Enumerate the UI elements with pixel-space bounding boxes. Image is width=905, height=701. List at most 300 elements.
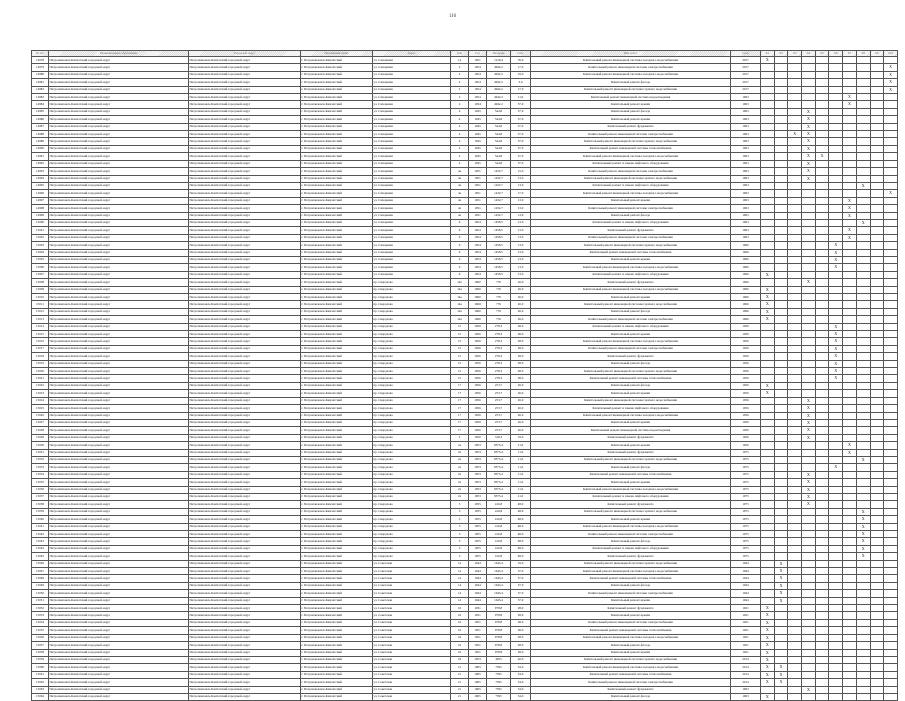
flag-cell bbox=[774, 397, 788, 404]
house-cell: 19 bbox=[451, 656, 469, 663]
check-mark: X bbox=[861, 523, 865, 529]
flag-cell bbox=[843, 182, 857, 189]
flag-cell bbox=[774, 627, 788, 634]
house-cell: 14 bbox=[451, 582, 469, 589]
flag-cell bbox=[870, 427, 884, 434]
flag-cell bbox=[884, 575, 898, 582]
flag-cell bbox=[843, 145, 857, 152]
district-cell: Петропавловск-Камчатский городской округ bbox=[189, 442, 301, 449]
city-cell: г. Петропавловск-Камчатский bbox=[301, 619, 373, 626]
house-cell: 16 bbox=[451, 619, 469, 626]
city-cell: г. Петропавловск-Камчатский bbox=[301, 486, 373, 493]
flag-cell bbox=[884, 553, 898, 560]
flag-cell bbox=[884, 390, 898, 397]
city-cell: г. Петропавловск-Камчатский bbox=[301, 419, 373, 426]
row-number: 15049 bbox=[32, 582, 49, 589]
flag-cell bbox=[856, 197, 870, 204]
house-cell: 14 bbox=[451, 560, 469, 567]
sum-cell: 26,0 bbox=[511, 301, 531, 308]
flag-cell bbox=[870, 449, 884, 456]
check-mark: X bbox=[779, 575, 783, 581]
municipality-cell: Петропавловск-Камчатский городской округ bbox=[49, 182, 189, 189]
flag-cell bbox=[870, 679, 884, 686]
sum-cell: 54,0 bbox=[511, 686, 531, 693]
flag-cell bbox=[788, 338, 802, 345]
flag-cell bbox=[774, 353, 788, 360]
flag-cell bbox=[856, 390, 870, 397]
street-cell: пр. Свердлова bbox=[373, 345, 451, 352]
work-type-cell: Капитальный ремонт инженерной системы электроснабжения bbox=[531, 531, 731, 538]
flag-cell bbox=[788, 316, 802, 323]
flag-cell bbox=[774, 545, 788, 552]
work-type-cell: Капитальный ремонт фасада bbox=[531, 108, 731, 115]
row-number: 15052 bbox=[32, 605, 49, 612]
flag-cell bbox=[774, 338, 788, 345]
flag-cell bbox=[856, 590, 870, 597]
flag-cell bbox=[843, 108, 857, 115]
flag-cell bbox=[829, 693, 843, 700]
district-cell: Петропавловск-Камчатский городской округ bbox=[189, 412, 301, 419]
work-type-cell: Капитальный ремонт крыши bbox=[531, 479, 731, 486]
flag-cell bbox=[856, 568, 870, 575]
flag-cell bbox=[843, 123, 857, 130]
term-cell: 1966 bbox=[731, 316, 761, 323]
flag-cell bbox=[856, 582, 870, 589]
flag-cell bbox=[761, 242, 775, 249]
flag-cell bbox=[870, 138, 884, 145]
street-cell: ул. Советская bbox=[373, 612, 451, 619]
flag-cell bbox=[761, 486, 775, 493]
district-cell: Петропавловск-Камчатский городской округ bbox=[189, 160, 301, 167]
flag-cell bbox=[774, 316, 788, 323]
flag-cell bbox=[856, 294, 870, 301]
flag-cell bbox=[829, 523, 843, 530]
sum-cell: 11,0 bbox=[511, 442, 531, 449]
flag-cell bbox=[884, 108, 898, 115]
year-cell: 1965 bbox=[469, 693, 487, 700]
flag-cell bbox=[788, 368, 802, 375]
work-type-cell: Капитальный ремонт инженерной системы теплоснабжения bbox=[531, 471, 731, 478]
area-cell: 8575,4 bbox=[487, 486, 511, 493]
municipality-cell: Петропавловск-Камчатский городской округ bbox=[49, 508, 189, 515]
city-cell: г. Петропавловск-Камчатский bbox=[301, 375, 373, 382]
flag-cell bbox=[774, 368, 788, 375]
municipality-cell: Петропавловск-Камчатский городской округ bbox=[49, 686, 189, 693]
flag-cell bbox=[870, 605, 884, 612]
table-row bbox=[32, 375, 898, 382]
municipality-cell: Петропавловск-Камчатский городской округ bbox=[49, 479, 189, 486]
flag-cell bbox=[788, 671, 802, 678]
house-cell: 4 bbox=[451, 131, 469, 138]
flag-cell bbox=[829, 86, 843, 93]
flag-cell bbox=[788, 353, 802, 360]
column-header: Населённый пункт bbox=[301, 51, 373, 57]
term-cell: 1963 bbox=[731, 182, 761, 189]
flag-cell bbox=[856, 479, 870, 486]
table-row bbox=[32, 493, 898, 500]
flag-cell bbox=[774, 108, 788, 115]
flag-cell bbox=[884, 294, 898, 301]
flag-cell bbox=[815, 597, 829, 604]
flag-cell bbox=[843, 486, 857, 493]
flag-cell bbox=[761, 79, 775, 86]
table-row bbox=[32, 545, 898, 552]
city-cell: г. Петропавловск-Камчатский bbox=[301, 471, 373, 478]
city-cell: г. Петропавловск-Камчатский bbox=[301, 523, 373, 530]
street-cell: ул. Советская bbox=[373, 605, 451, 612]
term-cell: 1956 bbox=[731, 419, 761, 426]
municipality-cell: Петропавловск-Камчатский городской округ bbox=[49, 108, 189, 115]
flag-cell bbox=[802, 249, 816, 256]
city-cell: г. Петропавловск-Камчатский bbox=[301, 256, 373, 263]
flag-cell bbox=[870, 308, 884, 315]
flag-cell bbox=[788, 205, 802, 212]
flag-cell bbox=[856, 597, 870, 604]
flag-cell bbox=[829, 116, 843, 123]
flag-cell bbox=[856, 212, 870, 219]
district-cell: Петропавловск-Камчатский городской округ bbox=[189, 501, 301, 508]
house-cell: 14а bbox=[451, 316, 469, 323]
flag-cell bbox=[829, 368, 843, 375]
flag-cell bbox=[802, 71, 816, 78]
house-cell: 4 bbox=[451, 145, 469, 152]
flag-cell bbox=[802, 397, 816, 404]
municipality-cell: Петропавловск-Камчатский городской округ bbox=[49, 501, 189, 508]
flag-cell bbox=[774, 308, 788, 315]
flag-cell bbox=[761, 390, 775, 397]
district-cell: Петропавловск-Камчатский городской округ bbox=[189, 353, 301, 360]
city-cell: г. Петропавловск-Камчатский bbox=[301, 553, 373, 560]
flag-cell bbox=[829, 538, 843, 545]
flag-cell bbox=[761, 375, 775, 382]
flag-cell bbox=[788, 294, 802, 301]
term-cell: 1966 bbox=[731, 249, 761, 256]
flag-cell bbox=[815, 175, 829, 182]
year-cell: 1955 bbox=[469, 531, 487, 538]
flag-cell bbox=[761, 145, 775, 152]
municipality-cell: Петропавловск-Камчатский городской округ bbox=[49, 219, 189, 226]
area-cell: 4942,2 bbox=[487, 71, 511, 78]
house-cell: 6 bbox=[451, 264, 469, 271]
flag-cell bbox=[774, 471, 788, 478]
area-cell: 4942,2 bbox=[487, 64, 511, 71]
flag-cell bbox=[856, 397, 870, 404]
flag-cell bbox=[815, 545, 829, 552]
check-mark: X bbox=[765, 605, 769, 611]
check-mark: X bbox=[848, 449, 851, 455]
flag-cell bbox=[774, 612, 788, 619]
district-cell: Петропавловск-Камчатский городской округ bbox=[189, 368, 301, 375]
row-number: 15025 bbox=[32, 405, 49, 412]
row-number: 14995 bbox=[32, 182, 49, 189]
table-row bbox=[32, 94, 898, 101]
check-mark: X bbox=[765, 294, 769, 299]
flag-cell bbox=[802, 419, 816, 426]
flag-cell bbox=[761, 160, 775, 167]
area-cell: 278,3 bbox=[487, 345, 511, 352]
flag-cell bbox=[802, 390, 816, 397]
table-row bbox=[32, 486, 898, 493]
table-row bbox=[32, 479, 898, 486]
flag-cell bbox=[802, 190, 816, 197]
house-cell: 4а bbox=[451, 205, 469, 212]
flag-cell bbox=[829, 234, 843, 241]
house-cell: 2а bbox=[451, 486, 469, 493]
area-cell: 1432,7 bbox=[487, 182, 511, 189]
house-cell: 2а bbox=[451, 449, 469, 456]
flag-cell bbox=[884, 131, 898, 138]
year-cell: 1951 bbox=[469, 642, 487, 649]
area-cell: 1432,7 bbox=[487, 190, 511, 197]
flag-cell bbox=[884, 464, 898, 471]
flag-cell bbox=[802, 442, 816, 449]
city-cell: г. Петропавловск-Камчатский bbox=[301, 634, 373, 641]
term-cell: 1921 bbox=[731, 642, 761, 649]
flag-cell bbox=[856, 108, 870, 115]
flag-cell bbox=[774, 286, 788, 293]
flag-cell bbox=[870, 175, 884, 182]
year-cell: 1951 bbox=[469, 627, 487, 634]
term-cell: 1963 bbox=[731, 153, 761, 160]
year-cell: 1951 bbox=[469, 212, 487, 219]
flag-cell bbox=[843, 516, 857, 523]
row-number: 15000 bbox=[32, 219, 49, 226]
flag-cell bbox=[774, 86, 788, 93]
city-cell: г. Петропавловск-Камчатский bbox=[301, 168, 373, 175]
year-cell: 1955 bbox=[469, 545, 487, 552]
work-type-cell: Капитальный ремонт крыши bbox=[531, 649, 731, 656]
street-cell: ул. Сапоркина bbox=[373, 219, 451, 226]
area-cell: 416,8 bbox=[487, 501, 511, 508]
flag-cell bbox=[829, 545, 843, 552]
house-cell: 15 bbox=[451, 360, 469, 367]
area-cell: 978,8 bbox=[487, 612, 511, 619]
flag-cell bbox=[774, 456, 788, 463]
flag-cell bbox=[884, 219, 898, 226]
table-row bbox=[32, 323, 898, 330]
flag-cell bbox=[774, 523, 788, 530]
work-type-cell: Капитальный ремонт крыши bbox=[531, 597, 731, 604]
flag-cell bbox=[774, 679, 788, 686]
table-row bbox=[32, 390, 898, 397]
flag-cell bbox=[870, 560, 884, 567]
work-type-cell: Капитальный ремонт инженерной системы холодного водоснабжения bbox=[531, 71, 731, 78]
row-number: 15055 bbox=[32, 627, 49, 634]
district-cell: Петропавловск-Камчатский городской округ bbox=[189, 227, 301, 234]
table-row bbox=[32, 234, 898, 241]
flag-cell bbox=[870, 256, 884, 263]
district-cell: Петропавловск-Камчатский городской округ bbox=[189, 434, 301, 441]
check-mark: X bbox=[806, 397, 810, 403]
column-header: Площадь bbox=[487, 51, 511, 57]
area-cell: 253,7 bbox=[487, 382, 511, 389]
table-row bbox=[32, 301, 898, 308]
check-mark: X bbox=[834, 249, 838, 255]
table-row bbox=[32, 294, 898, 301]
area-cell: 978,8 bbox=[487, 605, 511, 612]
sum-cell: 11,0 bbox=[511, 479, 531, 486]
column-header: Городской округ bbox=[189, 51, 301, 57]
district-cell: Петропавловск-Камчатский городской округ bbox=[189, 57, 301, 64]
flag-cell bbox=[856, 234, 870, 241]
district-cell: Петропавловск-Камчатский городской округ bbox=[189, 531, 301, 538]
flag-cell bbox=[761, 619, 775, 626]
check-mark: X bbox=[765, 679, 769, 685]
street-cell: ул. Сапоркина bbox=[373, 123, 451, 130]
municipality-cell: Петропавловск-Камчатский городской округ bbox=[49, 205, 189, 212]
flag-cell bbox=[774, 693, 788, 700]
district-cell: Петропавловск-Камчатский городской округ bbox=[189, 582, 301, 589]
area-cell: 278,3 bbox=[487, 338, 511, 345]
flag-cell bbox=[856, 264, 870, 271]
flag-cell bbox=[788, 693, 802, 700]
flag-cell bbox=[761, 516, 775, 523]
flag-cell bbox=[829, 316, 843, 323]
flag-cell bbox=[884, 612, 898, 619]
flag-cell bbox=[870, 649, 884, 656]
row-number: 15022 bbox=[32, 382, 49, 389]
row-number: 15040 bbox=[32, 516, 49, 523]
row-number: 15059 bbox=[32, 656, 49, 663]
flag-cell bbox=[802, 271, 816, 278]
column-header: X10 bbox=[884, 51, 898, 57]
flag-cell bbox=[774, 568, 788, 575]
district-cell: Петропавловск-Камчатский городской округ bbox=[189, 605, 301, 612]
row-number: 14999 bbox=[32, 212, 49, 219]
flag-cell bbox=[761, 256, 775, 263]
check-mark: X bbox=[779, 568, 783, 574]
street-cell: ул. Советская bbox=[373, 590, 451, 597]
flag-cell bbox=[761, 71, 775, 78]
flag-cell bbox=[870, 693, 884, 700]
check-mark: X bbox=[806, 116, 810, 122]
city-cell: г. Петропавловск-Камчатский bbox=[301, 412, 373, 419]
flag-cell bbox=[829, 619, 843, 626]
flag-cell bbox=[856, 256, 870, 263]
flag-cell bbox=[815, 145, 829, 152]
work-type-cell: Капитальный ремонт фундамента bbox=[531, 605, 731, 612]
street-cell: ул. Сапоркина bbox=[373, 182, 451, 189]
flag-cell bbox=[870, 64, 884, 71]
flag-cell bbox=[815, 412, 829, 419]
sum-cell: 28,0 bbox=[511, 375, 531, 382]
sum-cell: 11,0 bbox=[511, 486, 531, 493]
area-cell: 1458,5 bbox=[487, 242, 511, 249]
area-cell: 4942,2 bbox=[487, 86, 511, 93]
flag-cell bbox=[856, 523, 870, 530]
flag-cell bbox=[829, 427, 843, 434]
sum-cell: 11,0 bbox=[511, 449, 531, 456]
city-cell: г. Петропавловск-Камчатский bbox=[301, 271, 373, 278]
flag-cell bbox=[843, 234, 857, 241]
street-cell: пр. Свердлова bbox=[373, 301, 451, 308]
row-number: 15002 bbox=[32, 234, 49, 241]
district-cell: Петропавловск-Камчатский городской округ bbox=[189, 86, 301, 93]
flag-cell bbox=[788, 397, 802, 404]
check-mark: X bbox=[861, 456, 865, 462]
sum-cell: 13,0 bbox=[511, 197, 531, 204]
flag-cell bbox=[815, 182, 829, 189]
area-cell: 278,3 bbox=[487, 331, 511, 338]
flag-cell bbox=[788, 123, 802, 130]
row-number: 15026 bbox=[32, 412, 49, 419]
table-row bbox=[32, 442, 898, 449]
term-cell: 1963 bbox=[731, 686, 761, 693]
street-cell: ул. Сапоркина bbox=[373, 212, 451, 219]
flag-cell bbox=[774, 508, 788, 515]
city-cell: г. Петропавловск-Камчатский bbox=[301, 301, 373, 308]
flag-cell bbox=[761, 493, 775, 500]
street-cell: ул. Советская bbox=[373, 693, 451, 700]
flag-cell bbox=[815, 301, 829, 308]
table-row bbox=[32, 634, 898, 641]
sum-cell: 57,0 bbox=[511, 597, 531, 604]
year-cell: 1944 bbox=[469, 560, 487, 567]
flag-cell bbox=[870, 597, 884, 604]
flag-cell bbox=[761, 345, 775, 352]
flag-cell bbox=[774, 686, 788, 693]
sum-cell: 48,0 bbox=[511, 508, 531, 515]
row-number: 15005 bbox=[32, 256, 49, 263]
flag-cell bbox=[815, 360, 829, 367]
sum-cell: 57,0 bbox=[511, 145, 531, 152]
flag-cell bbox=[856, 279, 870, 286]
check-mark: X bbox=[806, 486, 810, 492]
flag-cell bbox=[802, 64, 816, 71]
municipality-cell: Петропавловск-Камчатский городской округ bbox=[49, 153, 189, 160]
flag-cell bbox=[884, 419, 898, 426]
flag-cell bbox=[829, 642, 843, 649]
flag-cell bbox=[815, 153, 829, 160]
sum-cell: 57,0 bbox=[511, 123, 531, 130]
district-cell: Петропавловск-Камчатский городской округ bbox=[189, 486, 301, 493]
street-cell: пр. Свердлова bbox=[373, 382, 451, 389]
flag-cell bbox=[802, 360, 816, 367]
city-cell: г. Петропавловск-Камчатский bbox=[301, 538, 373, 545]
row-number: 14992 bbox=[32, 160, 49, 167]
district-cell: Петропавловск-Камчатский городской округ bbox=[189, 182, 301, 189]
flag-cell bbox=[843, 649, 857, 656]
check-mark: X bbox=[779, 671, 783, 677]
flag-cell bbox=[802, 160, 816, 167]
year-cell: 1953 bbox=[469, 493, 487, 500]
flag-cell bbox=[856, 508, 870, 515]
flag-cell bbox=[884, 597, 898, 604]
municipality-cell: Петропавловск-Камчатский городской округ bbox=[49, 642, 189, 649]
check-mark: X bbox=[889, 64, 892, 70]
sum-cell: 26,0 bbox=[511, 412, 531, 419]
house-cell: 2 bbox=[451, 94, 469, 101]
flag-cell bbox=[815, 531, 829, 538]
municipality-cell: Петропавловск-Камчатский городской округ bbox=[49, 256, 189, 263]
flag-cell bbox=[843, 86, 857, 93]
street-cell: пр. Свердлова bbox=[373, 464, 451, 471]
check-mark: X bbox=[765, 390, 769, 396]
flag-cell bbox=[815, 345, 829, 352]
flag-cell bbox=[802, 353, 816, 360]
street-cell: ул. Сапоркина bbox=[373, 175, 451, 182]
table-row bbox=[32, 71, 898, 78]
street-cell: пр. Свердлова bbox=[373, 479, 451, 486]
check-mark: X bbox=[806, 108, 810, 114]
house-cell: 16 bbox=[451, 605, 469, 612]
column-header: Отм. bbox=[511, 51, 531, 57]
city-cell: г. Петропавловск-Камчатский bbox=[301, 531, 373, 538]
city-cell: г. Петропавловск-Камчатский bbox=[301, 397, 373, 404]
district-cell: Петропавловск-Камчатский городской округ bbox=[189, 168, 301, 175]
flag-cell bbox=[884, 434, 898, 441]
check-mark: X bbox=[806, 419, 810, 425]
